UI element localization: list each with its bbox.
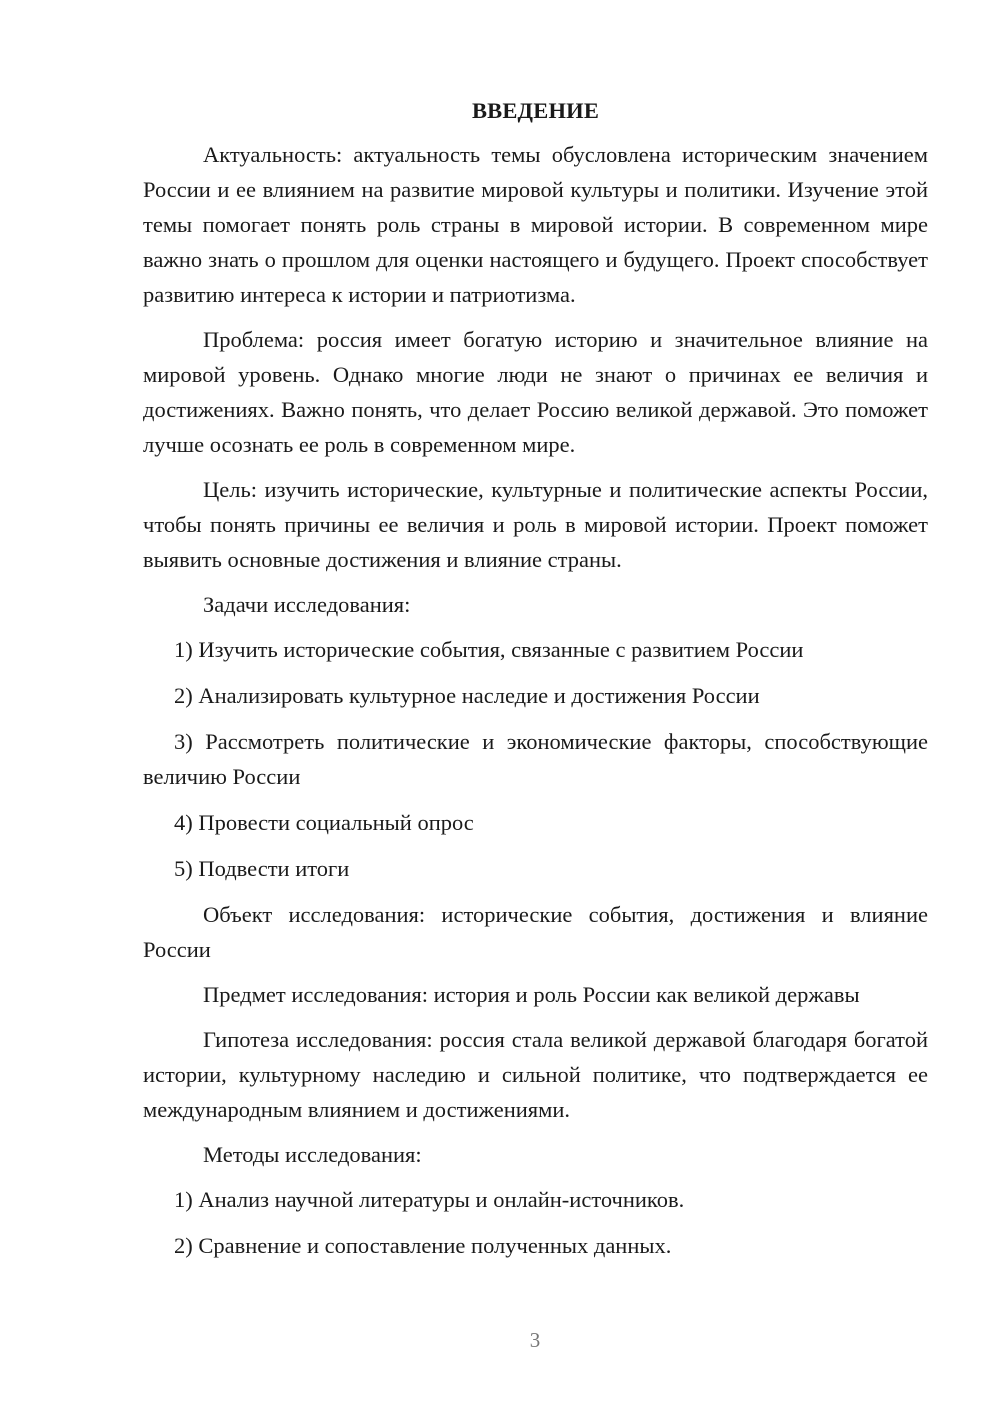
paragraph-object: Объект исследования: исторические события, достижения и влияние России bbox=[143, 902, 928, 962]
list-item-task-3: 3) Рассмотреть политические и экономические факторы, способствующие величию России bbox=[143, 729, 928, 789]
paragraph-subject: Предмет исследования: история и роль России как великой державы bbox=[203, 982, 860, 1007]
paragraph-relevance: Актуальность: актуальность темы обусловлена историческим значением России и ее влиянием на развитие мировой культуры и политики. Изучение этой темы помогает понять роль страны в мировой истории. В современном мире важно знать о прошлом для оценки настоящего и будущего. Проект способствует развитию интереса к истории и патриотизма. bbox=[143, 142, 928, 307]
list-item-task-5: 5) Подвести итоги bbox=[174, 856, 350, 881]
list-item-method-1: 1) Анализ научной литературы и онлайн-источников. bbox=[174, 1187, 685, 1212]
section-title: ВВЕДЕНИЕ bbox=[471, 98, 600, 123]
page-number: 3 bbox=[529, 1328, 541, 1352]
list-item-method-2: 2) Сравнение и сопоставление полученных данных. bbox=[174, 1233, 672, 1258]
list-item-task-2: 2) Анализировать культурное наследие и достижения России bbox=[174, 683, 760, 708]
paragraph-methods-heading: Методы исследования: bbox=[203, 1142, 422, 1167]
list-item-task-1: 1) Изучить исторические события, связанные с развитием России bbox=[174, 637, 804, 662]
paragraph-tasks-heading: Задачи исследования: bbox=[203, 592, 411, 617]
list-item-task-4: 4) Провести социальный опрос bbox=[174, 810, 474, 835]
paragraph-problem: Проблема: россия имеет богатую историю и значительное влияние на мировой уровень. Однако многие люди не знают о причинах ее величия и достижениях. Важно понять, что делает Россию великой державой. Это поможет лучше осознать ее роль в современном мире. bbox=[143, 327, 928, 457]
document-body bbox=[143, 96, 928, 1274]
paragraph-goal: Цель: изучить исторические, культурные и политические аспекты России, чтобы понять причины ее величия и роль в мировой истории. Проект поможет выявить основные достижения и влияние страны. bbox=[143, 477, 928, 572]
paragraph-hypothesis: Гипотеза исследования: россия стала великой державой благодаря богатой истории, культурному наследию и сильной политике, что подтверждается ее международным влиянием и достижениями. bbox=[143, 1027, 928, 1122]
